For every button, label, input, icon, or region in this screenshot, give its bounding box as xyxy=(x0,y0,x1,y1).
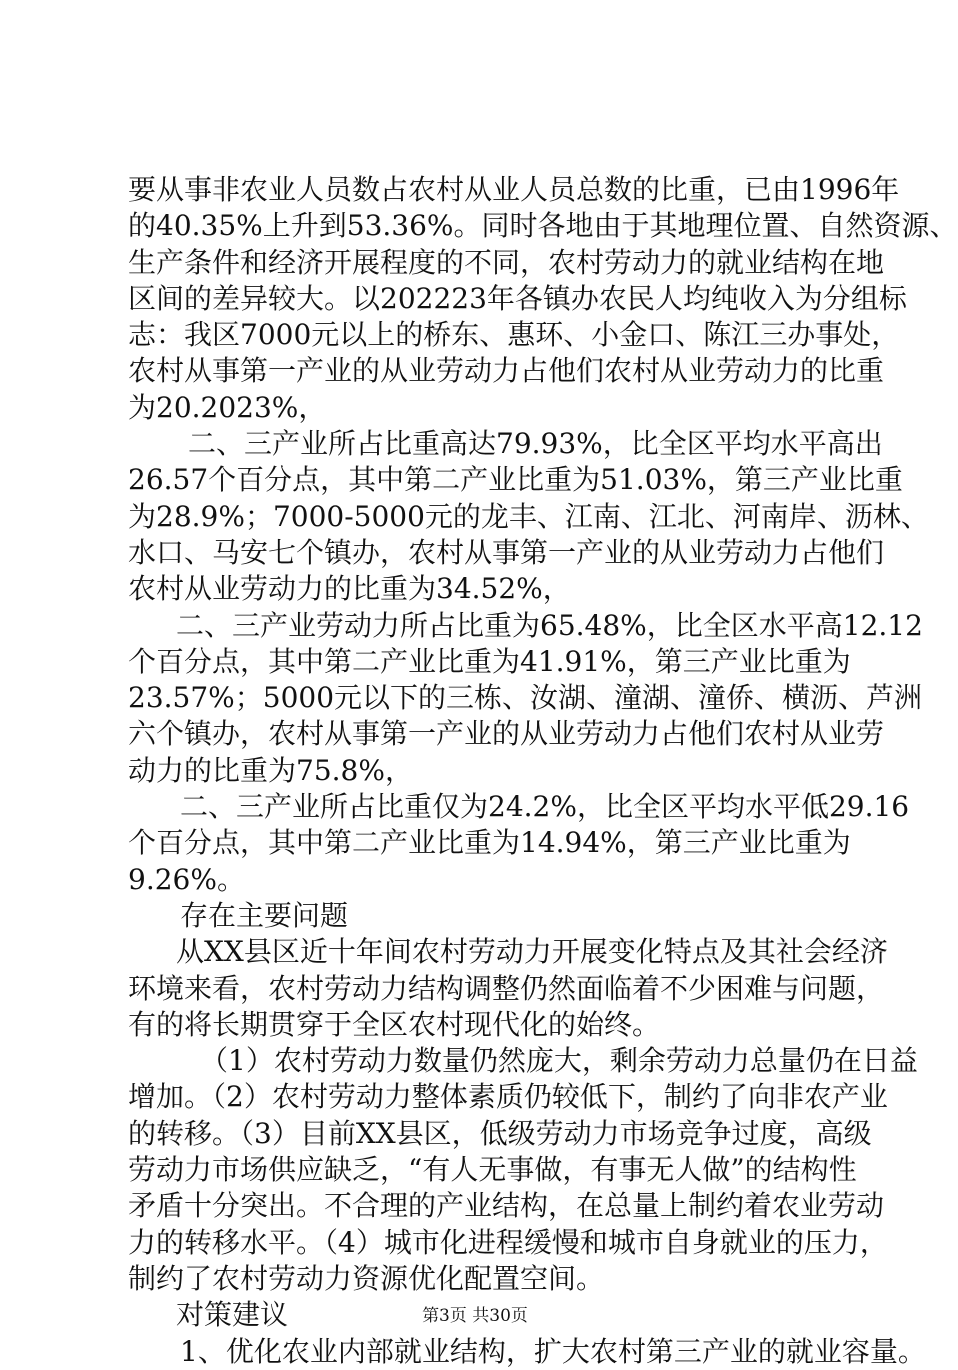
text-line: 六个镇办，农村从事第一产业的从业劳动力占他们农村从业劳 xyxy=(128,717,885,751)
text-line: 二、三产业所占比重仅为24.2%，比全区平均水平低29.16 xyxy=(180,790,910,824)
section-heading: 对策建议 xyxy=(176,1298,289,1332)
text-line: 个百分点，其中第二产业比重为41.91%，第三产业比重为 xyxy=(128,644,851,678)
text-line: 为28.9%；7000-5000元的龙丰、江南、江北、河南岸、沥林、 xyxy=(128,499,929,533)
text-line: 的40.35%上升到53.36%。同时各地由于其地理位置、自然资源、 xyxy=(128,209,958,243)
section-heading: 存在主要问题 xyxy=(180,898,349,932)
text-line: 的转移。（3）目前XX县区，低级劳动力市场竞争过度，高级 xyxy=(128,1116,872,1150)
text-line: 农村从业劳动力的比重为34.52%， xyxy=(128,572,571,606)
text-line: （1）农村劳动力数量仍然庞大，剩余劳动力总量仍在日益 xyxy=(200,1044,918,1078)
document-body xyxy=(128,172,958,1370)
text-line: 农村从事第一产业的从业劳动力占他们农村从业劳动力的比重 xyxy=(128,354,885,388)
text-line: 二、三产业劳动力所占比重为65.48%，比全区水平高12.12 xyxy=(176,608,923,642)
text-line: 23.57%；5000元以下的三栋、汝湖、潼湖、潼侨、横沥、芦洲 xyxy=(128,681,923,715)
text-line: 要从事非农业人员数占农村从业人员总数的比重，已由1996年 xyxy=(128,173,900,206)
text-line: 区间的差异较大。以202223年各镇办农民人均纯收入为分组标 xyxy=(128,281,907,315)
text-line: 劳动力市场供应缺乏，“有人无事做，有事无人做”的结构性 xyxy=(128,1153,857,1187)
text-line: 1、优化农业内部就业结构，扩大农村第三产业的就业容量。 xyxy=(180,1334,926,1368)
text-line: 志：我区7000元以上的桥东、惠环、小金口、陈江三办事处， xyxy=(128,318,900,352)
text-line: 从XX县区近十年间农村劳动力开展变化特点及其社会经济 xyxy=(176,935,888,969)
text-line: 有的将长期贯穿于全区农村现代化的始终。 xyxy=(128,1007,661,1041)
text-line: 矛盾十分突出。不合理的产业结构，在总量上制约着农业劳动 xyxy=(128,1189,885,1223)
page-number-footer: 第3页 共30页 xyxy=(422,1306,528,1326)
text-line: 生产条件和经济开展程度的不同，农村劳动力的就业结构在地 xyxy=(128,245,885,279)
text-line: 个百分点，其中第二产业比重为14.94%，第三产业比重为 xyxy=(128,826,851,860)
text-line: 力的转移水平。（4）城市化进程缓慢和城市自身就业的压力， xyxy=(128,1225,888,1259)
text-line: 制约了农村劳动力资源优化配置空间。 xyxy=(128,1261,605,1295)
text-line: 9.26%。 xyxy=(128,862,245,896)
text-line: 为20.2023%， xyxy=(128,390,327,424)
text-line: 增加。（2）农村劳动力整体素质仍较低下，制约了向非农产业 xyxy=(128,1080,888,1114)
text-line: 水口、马安七个镇办，农村从事第一产业的从业劳动力占他们 xyxy=(128,535,885,569)
text-line: 动力的比重为75.8%， xyxy=(128,753,413,787)
text-line: 二、三产业所占比重高达79.93%，比全区平均水平高出 xyxy=(188,427,883,461)
text-line: 环境来看，农村劳动力结构调整仍然面临着不少困难与问题， xyxy=(128,971,885,1005)
text-line: 26.57个百分点，其中第二产业比重为51.03%，第三产业比重 xyxy=(128,463,903,497)
